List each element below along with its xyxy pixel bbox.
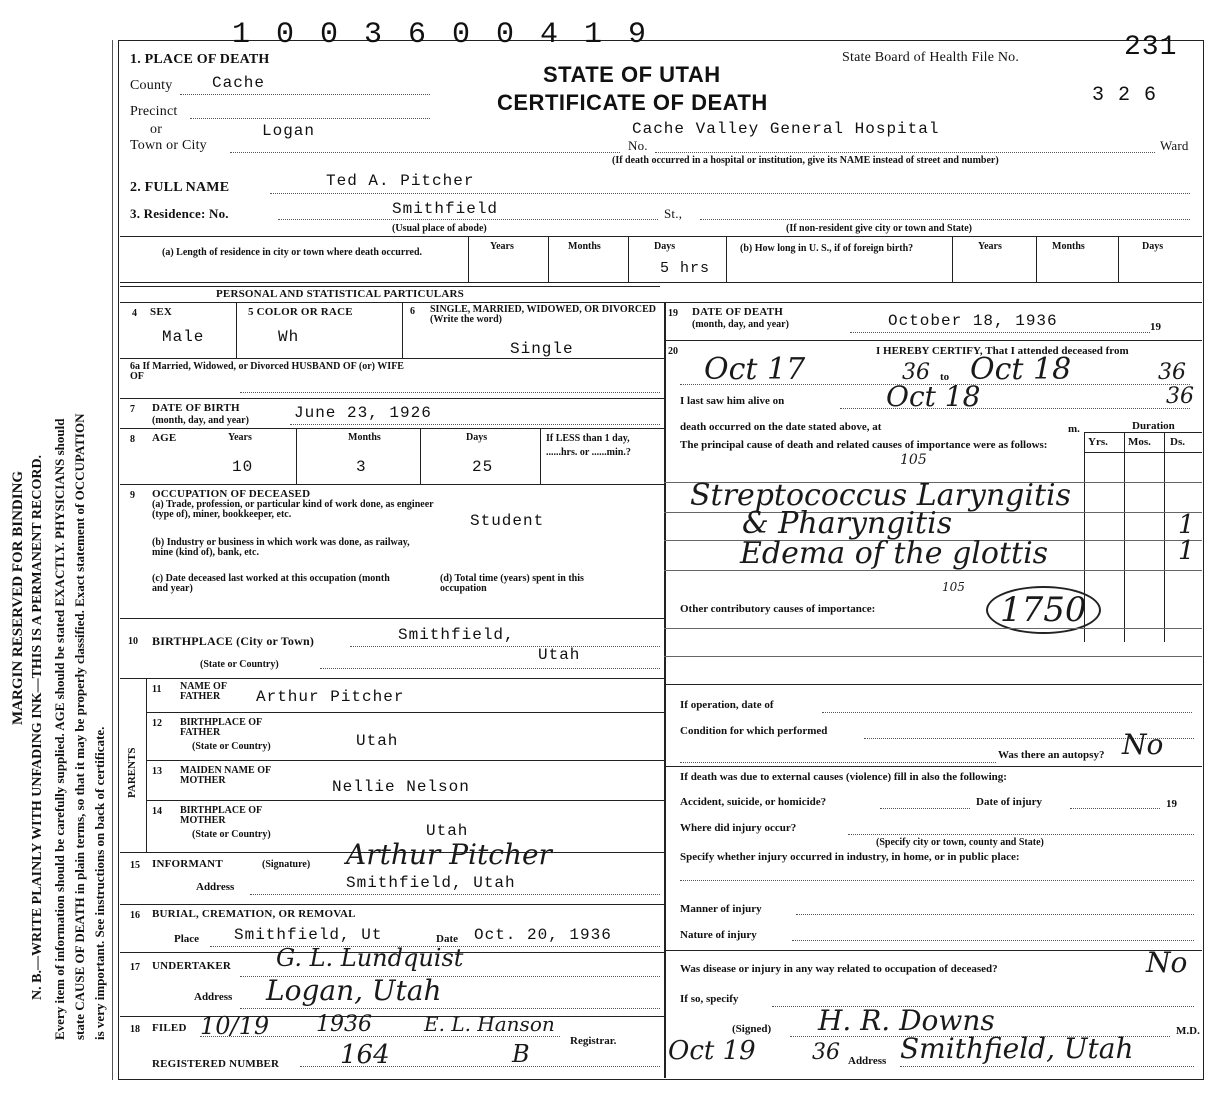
registered-extra: B — [512, 1040, 530, 1068]
certificate-title: CERTIFICATE OF DEATH — [497, 90, 768, 115]
burial-place-label: Place — [174, 933, 200, 945]
filed-num: 18 — [130, 1024, 140, 1035]
margin-line2: state CAUSE OF DEATH in plain terms, so that it may be properly classified. Exact statement of OCCUPATION — [72, 413, 87, 1040]
registered-value: 164 — [340, 1040, 390, 1070]
external-label: If death was due to external causes (violence) fill in also the following: — [680, 771, 1007, 783]
signed-address-label: Address — [848, 1055, 887, 1067]
color-value: Wh — [278, 328, 300, 346]
father-birth-sub: (State or Country) — [192, 741, 271, 752]
margin-line3: is very important. See instructions on back of certificate. — [92, 726, 107, 1040]
age-days-value: 25 — [472, 458, 494, 476]
nonresident-label: (If non-resident give city or town and State) — [786, 223, 973, 234]
cause-3: Edema of the glottis — [740, 536, 1049, 571]
occurred-m-label: m. — [1068, 423, 1080, 435]
registrar-signature: E. L. Hanson — [424, 1012, 555, 1036]
father-label: NAME OF FATHER — [180, 681, 227, 702]
residence-value: Smithfield — [392, 200, 499, 218]
death-date-num: 19 — [668, 308, 678, 319]
informant-num: 15 — [130, 860, 140, 871]
cause-code-side: 105 — [942, 580, 965, 594]
mother-birth-num: 14 — [152, 806, 162, 817]
age-months-value: 3 — [356, 458, 367, 476]
undertaker-address-label: Address — [194, 991, 233, 1003]
signed-md-label: M.D. — [1176, 1025, 1200, 1037]
occupation-a-label: (a) Trade, profession, or particular kind of work done, as engineer (type of), miner, bookkeeper, etc. — [152, 499, 434, 520]
cause-1: Streptococcus Laryngitis — [690, 478, 1072, 513]
contrib-label: Other contributory causes of importance: — [680, 603, 876, 615]
father-num: 11 — [152, 684, 162, 695]
where-injury-sub: (Specify city or town, county and State) — [876, 837, 1044, 848]
autopsy-label: Was there an autopsy? — [998, 749, 1105, 761]
birthplace-num: 10 — [128, 636, 138, 647]
burial-date-label: Date — [436, 933, 458, 945]
undertaker-address: Logan, Utah — [266, 974, 442, 1007]
residence-st-label: St., — [664, 206, 683, 221]
mother-num: 13 — [152, 766, 162, 777]
signed-signature: H. R. Downs — [818, 1004, 995, 1037]
undertaker-num: 17 — [130, 962, 140, 973]
injury-date-suffix: 19 — [1166, 798, 1177, 810]
county-label: County — [130, 78, 173, 93]
father-birth-label: BIRTHPLACE OF FATHER — [180, 717, 262, 738]
hospital-value: Cache Valley General Hospital — [632, 120, 940, 138]
us-months-label: Months — [1052, 241, 1085, 252]
filed-year: 1936 — [316, 1012, 372, 1037]
signed-label: (Signed) — [732, 1023, 772, 1035]
usual-abode-label: (Usual place of abode) — [392, 223, 487, 234]
related-value: No — [1146, 946, 1188, 979]
informant-sig-label: (Signature) — [262, 859, 311, 870]
autopsy-value: No — [1122, 728, 1164, 761]
condition-label: Condition for which performed — [680, 725, 828, 737]
hospital-note: (If death occurred in a hospital or institution, give its NAME instead of street and number) — [612, 155, 999, 166]
occupation-c-label: (c) Date deceased last worked at this occupation (month and year) — [152, 573, 390, 594]
board-file-label: State Board of Health File No. — [842, 50, 1020, 65]
board-file-no: 231 — [1124, 32, 1178, 63]
age-years-value: 10 — [232, 458, 254, 476]
marital-value: Single — [510, 340, 574, 358]
town-value: Logan — [262, 122, 316, 140]
father-birth-value: Utah — [356, 732, 399, 750]
birthplace-city: Smithfield, — [398, 626, 515, 644]
sex-value: Male — [162, 328, 205, 346]
cause-1-days: 1 — [1178, 510, 1195, 540]
duration-ds: Ds. — [1170, 436, 1185, 448]
burial-label: BURIAL, CREMATION, OR REMOVAL — [152, 908, 356, 920]
lastsaw-label: I last saw him alive on — [680, 395, 785, 407]
lastsaw-year: 36 — [1166, 384, 1194, 409]
informant-label: INFORMANT — [152, 858, 223, 870]
cause-2-days: 1 — [1178, 536, 1195, 566]
place-of-death-label: 1. PLACE OF DEATH — [130, 52, 270, 67]
certify-num: 20 — [668, 346, 678, 357]
undertaker-signature: G. L. Lundquist — [276, 944, 464, 972]
injury-date-label: Date of injury — [976, 796, 1042, 808]
file-serial: 1 0 0 3 6 0 0 4 1 9 — [232, 18, 651, 52]
signed-year: 36 — [812, 1040, 840, 1065]
related-label: Was disease or injury in any way related to occupation of deceased? — [680, 963, 998, 975]
filed-label: FILED — [152, 1022, 187, 1034]
occupation-d-label: (d) Total time (years) spent in this occupation — [440, 573, 584, 594]
marital-label: SINGLE, MARRIED, WIDOWED, OR DIVORCED (Write the word) — [430, 304, 657, 325]
years-col-label: Years — [490, 241, 514, 252]
mother-label: MAIDEN NAME OF MOTHER — [180, 765, 271, 786]
where-injury-label: Where did injury occur? — [680, 822, 797, 834]
length-residence-label: (a) Length of residence in city or town where death occurred. — [162, 247, 423, 258]
mother-birth-sub: (State or Country) — [192, 829, 271, 840]
parents-label: PARENTS — [126, 747, 138, 798]
cause-code-circle: 1750 — [986, 586, 1101, 634]
manner-label: Manner of injury — [680, 903, 762, 915]
attended-to-year: 36 — [1158, 360, 1186, 385]
mother-birth-value: Utah — [426, 822, 469, 840]
color-label: 5 COLOR OR RACE — [248, 306, 353, 318]
mother-value: Nellie Nelson — [332, 778, 470, 796]
principal-cause-label: The principal cause of death and related causes of importance were as follows: — [680, 439, 1048, 451]
residence-label: 3. Residence: No. — [130, 206, 229, 221]
marital-num: 6 — [410, 306, 415, 317]
mother-birth-label: BIRTHPLACE OF MOTHER — [180, 805, 262, 826]
age-days-label: Days — [466, 432, 488, 443]
informant-signature: Arthur Pitcher — [346, 838, 552, 871]
occupation-value: Student — [470, 512, 545, 530]
age-num: 8 — [130, 434, 135, 445]
ifso-label: If so, specify — [680, 993, 739, 1005]
birthplace-state-label: (State or Country) — [200, 659, 279, 670]
or-label: or — [150, 122, 163, 137]
burial-place: Smithfield, Ut — [234, 926, 383, 944]
ward-label: Ward — [1160, 138, 1189, 153]
death-date-value: October 18, 1936 — [888, 312, 1058, 330]
us-days-label: Days — [1142, 241, 1164, 252]
nature-label: Nature of injury — [680, 929, 757, 941]
precinct-label: Precinct — [130, 104, 178, 119]
father-value: Arthur Pitcher — [256, 688, 405, 706]
duration-label: Duration — [1132, 420, 1175, 432]
margin-nb: N. B.—WRITE PLAINLY WITH UNFADING INK—THIS IS A PERMANENT RECORD. — [30, 454, 45, 1000]
personal-header: PERSONAL AND STATISTICAL PARTICULARS — [216, 288, 464, 300]
birthplace-label: BIRTHPLACE (City or Town) — [152, 634, 315, 648]
days-residence-value: 5 hrs — [660, 260, 711, 277]
death-date-suffix: 19 — [1150, 321, 1161, 333]
cause-2: & Pharyngitis — [742, 506, 953, 541]
margin-line1: Every item of information should be carefully supplied. AGE should be stated EXACTLY. PHYSICIANS should — [52, 418, 67, 1040]
full-name-label: 2. FULL NAME — [130, 180, 230, 195]
cause-code-top: 105 — [900, 452, 927, 468]
occupation-b-label: (b) Industry or business in which work was done, as railway, mine (kind of), bank, etc. — [152, 537, 410, 558]
us-years-label: Years — [978, 241, 1002, 252]
dob-sub: (month, day, and year) — [152, 415, 249, 426]
street-no-label: No. — [628, 138, 648, 153]
dob-label: DATE OF BIRTH — [152, 402, 240, 414]
attended-from: Oct 17 — [704, 352, 806, 387]
attended-to-label: to — [940, 371, 950, 383]
registrar-label: Registrar. — [570, 1035, 617, 1047]
full-name-value: Ted A. Pitcher — [326, 172, 475, 190]
dob-num: 7 — [130, 404, 135, 415]
age-less-label: If LESS than 1 day, ......hrs. or ......min.? — [546, 433, 631, 458]
lastsaw-value: Oct 18 — [886, 380, 981, 413]
attended-to: Oct 18 — [970, 352, 1072, 387]
column-divider — [664, 302, 666, 1078]
certify-text: I HEREBY CERTIFY, That I attended deceased from — [876, 345, 1129, 357]
age-years-label: Years — [228, 432, 252, 443]
registered-label: REGISTERED NUMBER — [152, 1058, 280, 1070]
operation-label: If operation, date of — [680, 699, 774, 711]
informant-address-label: Address — [196, 881, 235, 893]
occupation-label: OCCUPATION OF DECEASED — [152, 488, 311, 500]
town-label: Town or City — [130, 138, 207, 153]
state-title: STATE OF UTAH — [543, 62, 721, 87]
specify-injury-label: Specify whether injury occurred in industry, in home, or in public place: — [680, 851, 1020, 863]
county-value: Cache — [212, 74, 266, 92]
sex-label: SEX — [150, 306, 172, 318]
signed-address: Smithfield, Utah — [900, 1032, 1134, 1065]
months-col-label: Months — [568, 241, 601, 252]
spouse-label: 6a If Married, Widowed, or Divorced HUSBAND OF (or) WIFE OF — [130, 361, 404, 382]
signed-date: Oct 19 — [668, 1036, 756, 1066]
binding-line — [112, 40, 113, 1080]
occupation-num: 9 — [130, 490, 135, 501]
birthplace-state: Utah — [538, 646, 581, 664]
filed-value: 10/19 — [200, 1012, 270, 1040]
margin-binding: MARGIN RESERVED FOR BINDING — [10, 470, 26, 725]
sex-num: 4 — [132, 308, 137, 319]
attended-from-year: 36 — [902, 360, 930, 385]
duration-yrs: Yrs. — [1088, 436, 1108, 448]
duration-mos: Mos. — [1128, 436, 1151, 448]
age-label: AGE — [152, 432, 177, 444]
informant-address: Smithfield, Utah — [346, 874, 516, 892]
age-months-label: Months — [348, 432, 381, 443]
father-birth-num: 12 — [152, 718, 162, 729]
occurred-label: death occurred on the date stated above, at — [680, 421, 882, 433]
board-file-sub: 3 2 6 — [1092, 84, 1158, 107]
days-col-label: Days — [654, 241, 676, 252]
burial-date: Oct. 20, 1936 — [474, 926, 612, 944]
burial-num: 16 — [130, 910, 140, 921]
us-residence-label: (b) How long in U. S., if of foreign birth? — [740, 243, 914, 254]
undertaker-label: UNDERTAKER — [152, 960, 232, 972]
dob-value: June 23, 1926 — [294, 404, 432, 422]
death-date-sub: (month, day, and year) — [692, 319, 789, 330]
death-date-label: DATE OF DEATH — [692, 306, 784, 318]
accident-label: Accident, suicide, or homicide? — [680, 796, 827, 808]
